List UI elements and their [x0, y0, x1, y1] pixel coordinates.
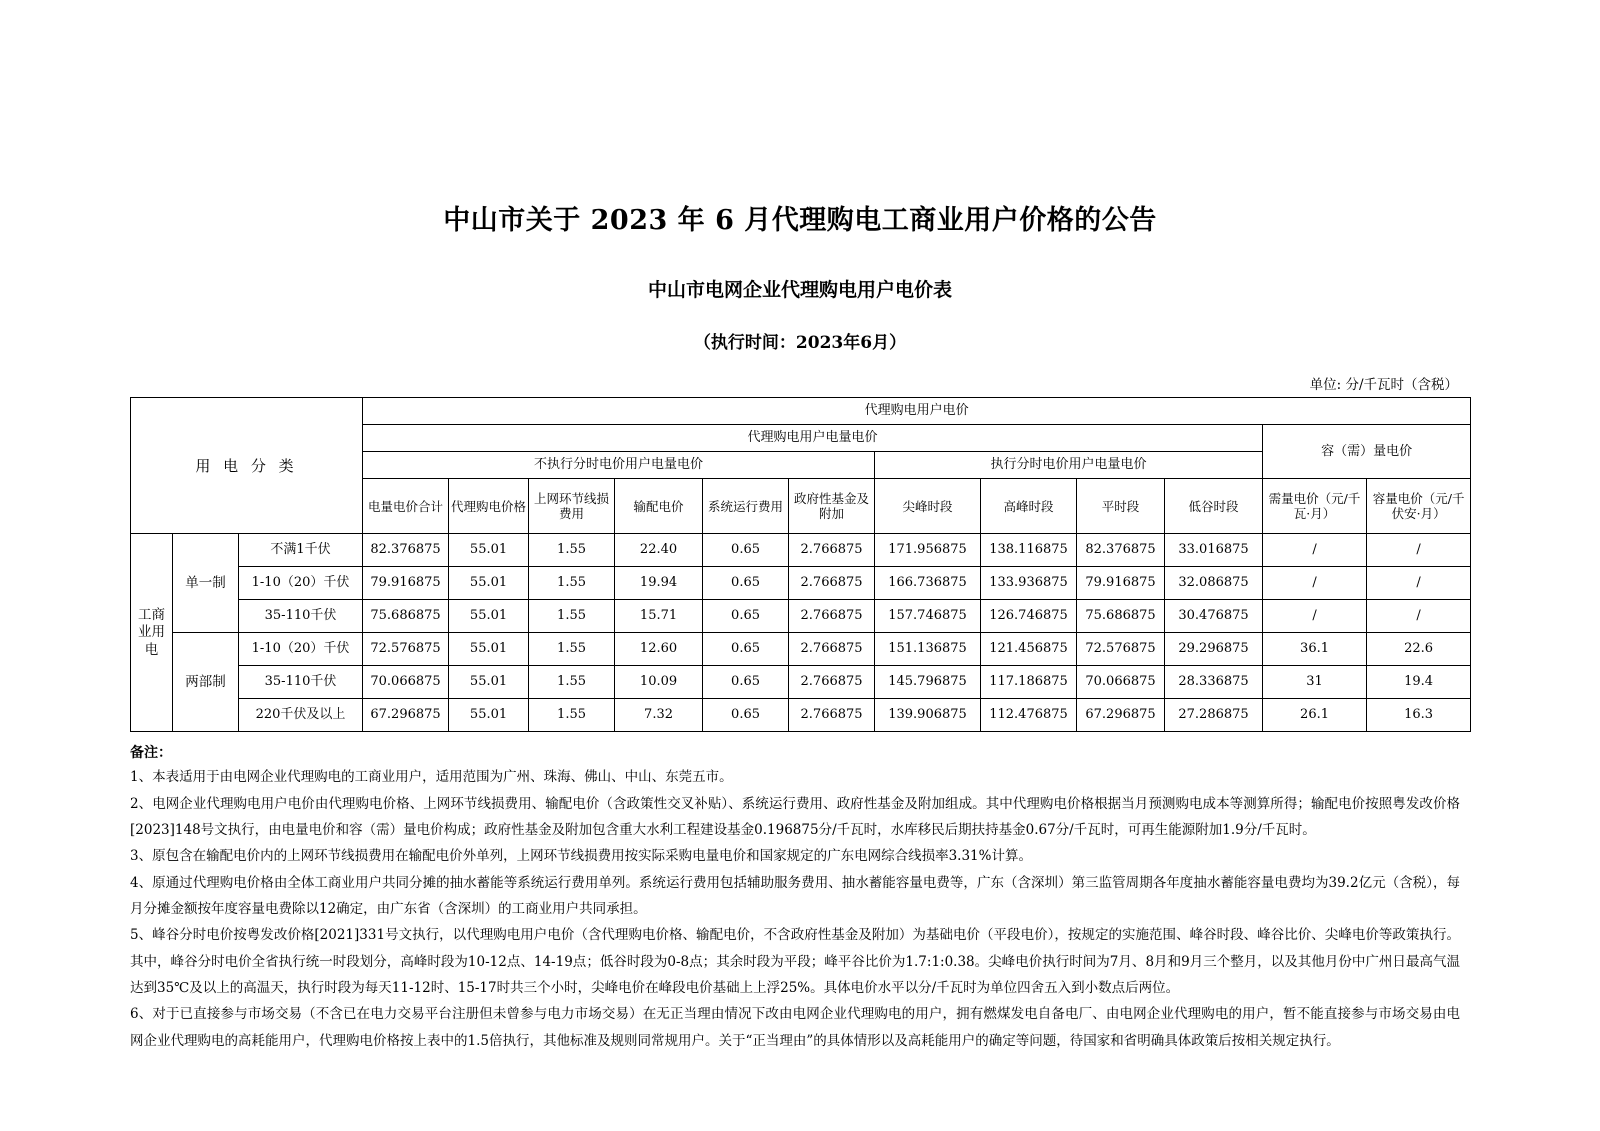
cell-value: 82.376875	[1077, 534, 1165, 567]
cell-value: 2.766875	[789, 633, 875, 666]
cell-value: 151.136875	[875, 633, 981, 666]
cell-value: 16.3	[1367, 699, 1471, 732]
effective-period: （执行时间：2023年6月）	[693, 333, 907, 354]
col-header-transmission-price: 输配电价	[615, 479, 703, 534]
header-capacity-demand: 容（需）量电价	[1263, 425, 1471, 479]
row-label: 220千伏及以上	[239, 699, 363, 732]
cell-value: 72.576875	[363, 633, 449, 666]
cell-value: 15.71	[615, 600, 703, 633]
cell-value: 117.186875	[981, 666, 1077, 699]
col-header-total-energy-price: 电量电价合计	[363, 479, 449, 534]
header-category: 用 电 分 类	[131, 398, 363, 534]
cell-value: 19.4	[1367, 666, 1471, 699]
cell-value: /	[1263, 534, 1367, 567]
cell-value: 0.65	[703, 633, 789, 666]
cell-value: 55.01	[449, 699, 529, 732]
table-row	[131, 534, 1471, 567]
cell-value: 157.746875	[875, 600, 981, 633]
cell-value: 139.906875	[875, 699, 981, 732]
cell-value: 12.60	[615, 633, 703, 666]
table-row	[131, 666, 1471, 699]
cell-value: 1.55	[529, 666, 615, 699]
cell-value: 10.09	[615, 666, 703, 699]
cell-value: 55.01	[449, 534, 529, 567]
note-item: 1、本表适用于由电网企业代理购电的工商业用户，适用范围为广州、珠海、佛山、中山、东莞五市。	[130, 769, 733, 786]
note-item: 2、电网企业代理购电用户电价由代理购电价格、上网环节线损费用、输配电价（含政策性交叉补贴）、系统运行费用、政府性基金及附加组成。其中代理购电价格根据当月预测购电成本等测算所得；输配电价按照粤发改价格[2023]148号文执行，由电量电价和容（需）量电价构成；政府性基金及附加包含重大水利工程建设基金0.196875分/千瓦时，水库移民后期扶持基金0.67分/千瓦时，可再生能源附加1.9分/千瓦时。	[130, 795, 1460, 839]
cell-value: 82.376875	[363, 534, 449, 567]
cell-value: /	[1367, 567, 1471, 600]
price-table-container	[130, 397, 1470, 732]
table-row	[131, 699, 1471, 732]
cell-value: 145.796875	[875, 666, 981, 699]
cell-value: 2.766875	[789, 600, 875, 633]
cell-value: 55.01	[449, 633, 529, 666]
cell-value: 0.65	[703, 567, 789, 600]
cell-value: 22.40	[615, 534, 703, 567]
cell-value: /	[1263, 567, 1367, 600]
cell-value: 138.116875	[981, 534, 1077, 567]
cell-value: 32.086875	[1165, 567, 1263, 600]
col-header-demand-price: 需量电价（元/千瓦·月）	[1263, 479, 1367, 534]
cell-value: 30.476875	[1165, 600, 1263, 633]
notes-heading: 备注：	[130, 745, 172, 762]
cell-value: 22.6	[1367, 633, 1471, 666]
header-tou: 执行分时电价用户电量电价	[875, 452, 1263, 479]
row-label: 35-110千伏	[239, 666, 363, 699]
note-item: 4、原通过代理购电价格由全体工商业用户共同分摊的抽水蓄能等系统运行费用单列。系统运行费用包括辅助服务费用、抽水蓄能容量电费等，广东（含深圳）第三监管周期各年度抽水蓄能容量电费均为39.2亿元（含税），每月分摊金额按年度容量电费除以12确定，由广东省（含深圳）的工商业用户共同承担。	[130, 874, 1460, 917]
cell-value: 133.936875	[981, 567, 1077, 600]
cell-value: 29.296875	[1165, 633, 1263, 666]
cell-value: 36.1	[1263, 633, 1367, 666]
cell-value: 166.736875	[875, 567, 981, 600]
cell-value: 0.65	[703, 600, 789, 633]
row-label: 不满1千伏	[239, 534, 363, 567]
cell-value: 2.766875	[789, 666, 875, 699]
cell-value: 126.746875	[981, 600, 1077, 633]
cell-value: 2.766875	[789, 699, 875, 732]
cell-value: /	[1367, 534, 1471, 567]
header-non-tou: 不执行分时电价用户电量电价	[363, 452, 875, 479]
note-item: 6、对于已直接参与市场交易（不含已在电力交易平台注册但未曾参与电力市场交易）在无正当理由情况下改由电网企业代理购电的用户，拥有燃煤发电自备电厂、由电网企业代理购电的用户，暂不能直接参与市场交易由电网企业代理购电的高耗能用户，代理购电价格按上表中的1.5倍执行，其他标准及规则同常规用户。关于“正当理由”的具体情形以及高耗能用户的确定等问题，待国家和省明确具体政策后按相关规定执行。	[130, 1006, 1460, 1049]
cell-value: 1.55	[529, 633, 615, 666]
cell-value: 1.55	[529, 567, 615, 600]
row-group-two-part-system: 两部制	[173, 633, 239, 732]
cell-value: 67.296875	[1077, 699, 1165, 732]
cell-value: /	[1367, 600, 1471, 633]
cell-value: 55.01	[449, 666, 529, 699]
cell-value: 171.956875	[875, 534, 981, 567]
cell-value: 67.296875	[363, 699, 449, 732]
note-item: 3、原包含在输配电价内的上网环节线损费用在输配电价外单列，上网环节线损费用按实际采购电量电价和国家规定的广东电网综合线损率3.31%计算。	[130, 848, 1032, 865]
col-header-agent-purchase-price: 代理购电价格	[449, 479, 529, 534]
col-header-spike-period: 尖峰时段	[875, 479, 981, 534]
notes-section	[0, 732, 1600, 1053]
cell-value: 1.55	[529, 600, 615, 633]
cell-value: 55.01	[449, 567, 529, 600]
cell-value: 75.686875	[1077, 600, 1165, 633]
cell-value: 112.476875	[981, 699, 1077, 732]
cell-value: 26.1	[1263, 699, 1367, 732]
cell-value: 19.94	[615, 567, 703, 600]
cell-value: 31	[1263, 666, 1367, 699]
header-agent-price: 代理购电用户电价	[363, 398, 1471, 425]
cell-value: 1.55	[529, 534, 615, 567]
cell-value: 121.456875	[981, 633, 1077, 666]
col-header-government-funds: 政府性基金及附加	[789, 479, 875, 534]
header-energy-price: 代理购电用户电量电价	[363, 425, 1263, 452]
col-header-system-operation-fee: 系统运行费用	[703, 479, 789, 534]
cell-value: 79.916875	[1077, 567, 1165, 600]
cell-value: 70.066875	[363, 666, 449, 699]
unit-note: 单位: 分/千瓦时（含税）	[1309, 377, 1458, 394]
cell-value: 33.016875	[1165, 534, 1263, 567]
cell-value: 75.686875	[363, 600, 449, 633]
row-label: 35-110千伏	[239, 600, 363, 633]
row-label: 1-10（20）千伏	[239, 633, 363, 666]
table-header-row-1	[131, 398, 1471, 425]
table-row	[131, 633, 1471, 666]
cell-value: 1.55	[529, 699, 615, 732]
row-label: 1-10（20）千伏	[239, 567, 363, 600]
col-header-valley-period: 低谷时段	[1165, 479, 1263, 534]
cell-value: 2.766875	[789, 534, 875, 567]
page-title: 中山市关于 2023 年 6 月代理购电工商业用户价格的公告	[443, 205, 1157, 236]
col-header-flat-period: 平时段	[1077, 479, 1165, 534]
cell-value: 72.576875	[1077, 633, 1165, 666]
cell-value: 55.01	[449, 600, 529, 633]
col-header-peak-period: 高峰时段	[981, 479, 1077, 534]
cell-value: /	[1263, 600, 1367, 633]
cell-value: 70.066875	[1077, 666, 1165, 699]
table-row	[131, 600, 1471, 633]
cell-value: 27.286875	[1165, 699, 1263, 732]
electricity-price-table	[130, 397, 1471, 732]
cell-value: 7.32	[615, 699, 703, 732]
row-group-single-system: 单一制	[173, 534, 239, 633]
cell-value: 0.65	[703, 699, 789, 732]
cell-value: 0.65	[703, 534, 789, 567]
cell-value: 0.65	[703, 666, 789, 699]
row-group-industrial-commercial: 工商业用电	[131, 534, 173, 732]
table-title: 中山市电网企业代理购电用户电价表	[647, 279, 952, 302]
col-header-capacity-price: 容量电价（元/千伏安·月）	[1367, 479, 1471, 534]
cell-value: 28.336875	[1165, 666, 1263, 699]
note-item: 5、峰谷分时电价按粤发改价格[2021]331号文执行，以代理购电用户电价（含代理购电价格、输配电价，不含政府性基金及附加）为基础电价（平段电价），按规定的实施范围、峰谷时段、峰谷比价、尖峰电价等政策执行。其中，峰谷分时电价全省执行统一时段划分，高峰时段为10-12点、14-19点；低谷时段为0-8点；其余时段为平段；峰平谷比价为1.7:1:0.38。尖峰电价执行时间为7月、8月和9月三个整月，以及其他月份中广州日最高气温达到35℃及以上的高温天，执行时段为每天11-12时、15-17时共三个小时，尖峰电价在峰段电价基础上上浮25%。具体电价水平以分/千瓦时为单位四舍五入到小数点后两位。	[130, 927, 1460, 996]
cell-value: 79.916875	[363, 567, 449, 600]
table-row	[131, 567, 1471, 600]
cell-value: 2.766875	[789, 567, 875, 600]
col-header-grid-line-loss-fee: 上网环节线损费用	[529, 479, 615, 534]
